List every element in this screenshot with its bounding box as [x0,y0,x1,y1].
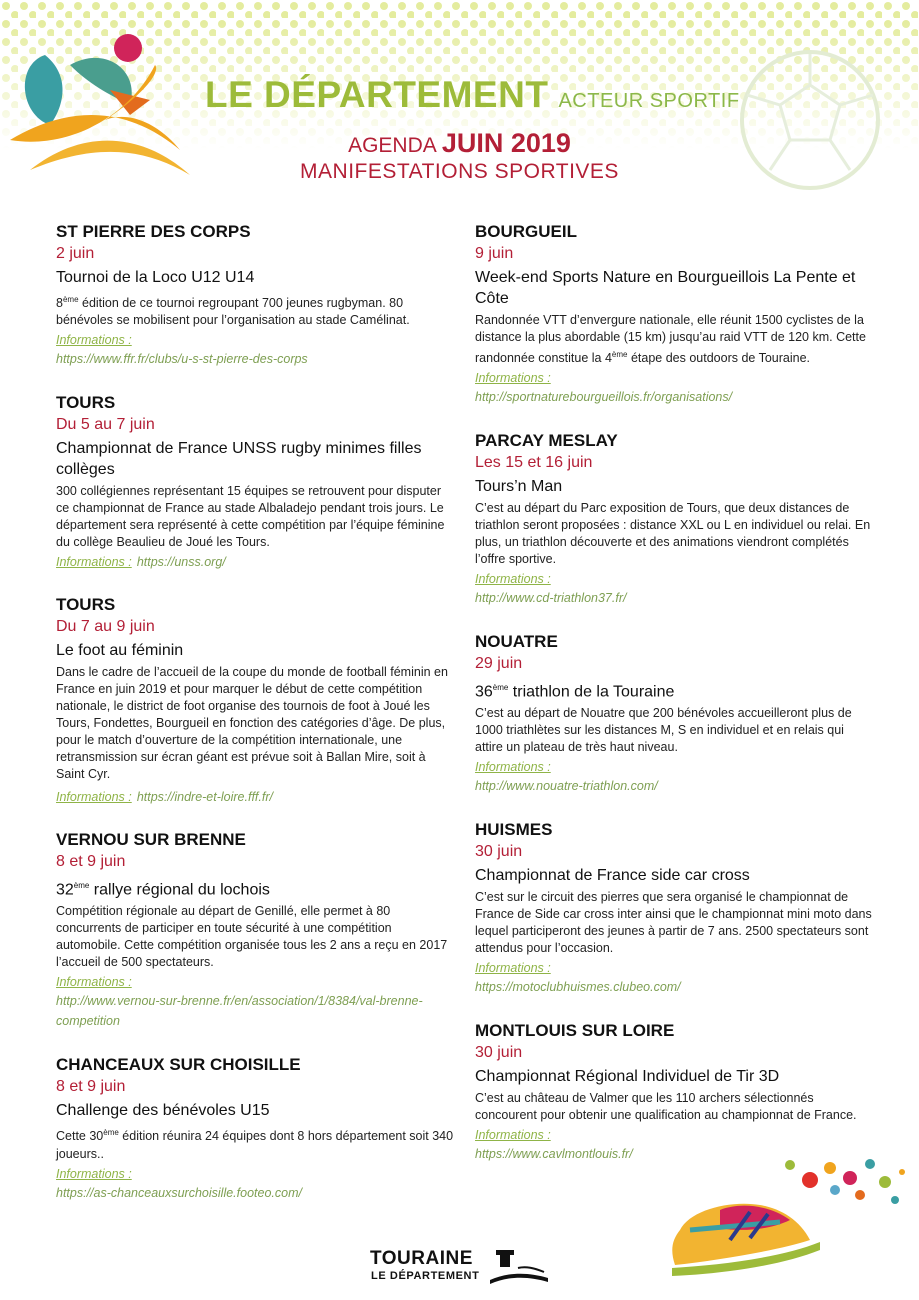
event-title: Championnat Régional Individuel de Tir 3D [475,1068,780,1086]
footer-logo-departement: LE DÉPARTEMENT [371,1270,480,1282]
event-date: Du 5 au 7 juin [56,416,155,434]
event-title: Challenge des bénévoles U15 [56,1102,270,1120]
header-title [205,74,740,116]
info-link[interactable]: Informations : [475,1128,551,1143]
event-url-link[interactable]: http://sportnaturebourgueillois.fr/organisations/ [475,390,733,405]
info-link[interactable]: Informations : [56,790,132,805]
event-place: HUISMES [475,820,553,840]
event-place: ST PIERRE DES CORPS [56,222,251,241]
event-item [56,595,456,806]
event-date: 8 et 9 juin [56,1078,126,1096]
header-dept: LE DÉPARTEMENT [205,74,549,115]
footer-logo-touraine: TOURAINE [370,1248,473,1269]
event-title: Tournoi de la Loco U12 U14 [56,269,255,286]
event-date: 30 juin [475,1044,523,1062]
event-date: Du 7 au 9 juin [56,618,155,636]
event-item [56,222,456,369]
event-item [56,393,456,571]
event-item [56,1055,456,1202]
info-link[interactable]: Informations : [475,760,551,775]
event-item [475,1021,875,1164]
event-description: C’est au départ de Nouatre que 200 bénévoles accueilleront plus de 1000 triathlètes sur les distances M, S en individuel et en relais qui attire un plateau de très haut niveau. [475,706,852,755]
event-place: CHANCEAUX SUR CHOISILLE [56,1055,301,1075]
event-place: TOURS [56,595,116,615]
event-place: MONTLOUIS SUR LOIRE [475,1021,675,1041]
agenda-month: JUIN 2019 [441,128,571,158]
event-url-link[interactable]: https://www.cavlmontlouis.fr/ [475,1147,633,1162]
event-description: C’est au départ du Parc exposition de Tours, que deux distances de triathlon seront proposées : distance XXL ou L en individuel ou relai. En plus, un triathlon découverte et des animations viendront complétés l’offre sportive. [475,501,871,567]
info-link[interactable]: Informations : [56,975,132,990]
event-description: 8ème édition de ce tournoi regroupant 700 jeunes rugbyman. 80 bénévoles se mobilisent pour l’organisation au stade Camélinat. [56,295,410,328]
event-place: NOUATRE [475,632,558,652]
event-title: Le foot au féminin [56,642,184,660]
event-date: 30 juin [475,843,523,861]
event-title: Championnat de France side car cross [475,867,750,885]
event-title: Week-end Sports Nature en Bourgueillois La Pente et Côte [475,269,856,307]
event-url-link[interactable]: https://motoclubhuismes.clubeo.com/ [475,980,681,995]
info-link[interactable]: Informations : [56,333,132,348]
info-link[interactable]: Informations : [475,371,551,386]
event-description: Cette 30ème édition réunira 24 équipes dont 8 hors département soit 340 joueurs.. [56,1128,454,1161]
event-item [475,632,875,796]
agenda-heading [0,128,919,159]
event-place: BOURGUEIL [475,222,577,241]
tower-logo-icon [488,1246,550,1286]
event-item [475,431,875,608]
event-url-link[interactable]: https://indre-et-loire.fff.fr/ [136,790,273,805]
event-date: Les 15 et 16 juin [475,454,593,472]
event-item [56,830,456,1031]
event-place: PARCAY MESLAY [475,431,618,451]
event-title: Championnat de France UNSS rugby minimes filles collèges [56,440,422,479]
event-url-link[interactable]: https://as-chanceauxsurchoisille.footeo.com/ [56,1185,302,1200]
event-url-link[interactable]: http://www.vernou-sur-brenne.fr/en/association/1/8384/val-brenne-competition [56,994,423,1029]
info-link[interactable]: Informations : [56,1166,132,1181]
event-url-link[interactable]: http://www.nouatre-triathlon.com/ [475,779,658,794]
event-place: TOURS [56,393,116,413]
event-title: 36ème triathlon de la Touraine [475,683,675,701]
event-description: Compétition régionale au départ de Genillé, elle permet à 80 concurrents de participer en toute sécurité à une compétition automobile. Cette compétition organisée tous les 2 ans a reçu en 2017 l’accueil de 500 spectateurs. [56,904,448,970]
info-link[interactable]: Informations : [475,572,551,587]
event-title: Tours’n Man [475,478,563,496]
event-title: 32ème rallye régional du lochois [56,881,270,899]
manifestations-heading: MANIFESTATIONS SPORTIVES [300,160,619,183]
events-right-column [475,222,875,1188]
event-url-link[interactable]: http://www.cd-triathlon37.fr/ [475,591,627,606]
event-description: C’est sur le circuit des pierres que sera organisé le championnat de France de Side car cross inter ainsi que le championnat mini moto dans lequel participeront des jeunes à partir de 7 ans. 2500 spectateurs sont attendus pour l’occasion. [475,890,872,956]
event-place: VERNOU SUR BRENNE [56,830,246,850]
event-date: 8 et 9 juin [56,853,126,871]
event-item [475,222,875,407]
event-description: Randonnée VTT d’envergure nationale, elle réunit 1500 cyclistes de la distance la plus abordable (15 km) jusqu’au raid VTT de 120 km. Cette randonnée constitue la 4ème étape des outdoors de Touraine. [475,313,866,366]
sneaker-decoration-icon [660,1150,910,1290]
agenda-word: AGENDA [348,134,437,157]
event-date: 29 juin [475,655,523,673]
info-link[interactable]: Informations : [475,961,551,976]
header-acteur: ACTEUR SPORTIF [558,90,740,112]
event-url-link[interactable]: https://unss.org/ [136,555,226,570]
event-date: 2 juin [56,245,95,262]
events-left-column [56,222,456,1227]
event-date: 9 juin [475,245,514,262]
info-link[interactable]: Informations : [56,555,132,570]
event-description: C’est au château de Valmer que les 110 archers sélectionnés concourent pour obtenir une qualification au championnat de France. [475,1091,857,1123]
event-item [475,820,875,997]
event-description: 300 collégiennes représentant 15 équipes se retrouvent pour disputer ce championnat de France au stade Albaladejo pendant trois jours. Le département sera représenté à cette compétition par l’équipe féminine du collège Beaulieu de Joué les Tours. [56,484,445,550]
event-description: Dans le cadre de l’accueil de la coupe du monde de football féminin en France en juin 2019 et pour marquer le début de cette compétition nationale, le district de foot organise des tournois de foot à Joué les Tours, Fondettes, Bourgueil en fonction des catégories d’âge. De plus, pour le match d’ouverture de la compétition internationale, une retransmission sur écran géant est prévue soit à Ballan Mire, soit à Saint Cyr. [56,665,448,782]
event-url-link[interactable]: https://www.ffr.fr/clubs/u-s-st-pierre-des-corps [56,352,308,367]
